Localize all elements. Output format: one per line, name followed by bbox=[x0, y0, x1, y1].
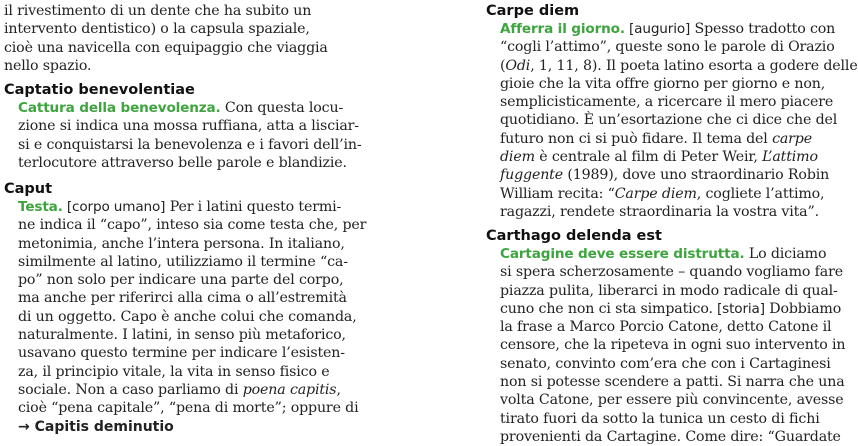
text-line: diem è centrale al film di Peter Weir, L’attimo bbox=[500, 149, 818, 166]
text-line: senato, convinto com’era che con i Cartaginesi bbox=[500, 355, 831, 372]
text-line: volta Catone, per essere più convincente, avesse bbox=[500, 392, 844, 409]
translation: Testa. bbox=[18, 199, 63, 215]
text-line: usavano questo termine per indicare l’esisten- bbox=[18, 345, 345, 362]
text-line: fuggente (1989), dove uno straordinario Robin bbox=[500, 167, 830, 184]
text-line: zione si indica una mossa ruffiana, atta a lisciar- bbox=[18, 118, 359, 135]
text-line: piazza pulita, liberarci in modo radicale di qual- bbox=[500, 282, 838, 299]
text-line: po” non solo per indicare una parte del corpo, bbox=[18, 272, 344, 289]
text-line: (Odi, 1, 11, 8). Il poeta latino esorta a godere delle bbox=[500, 57, 858, 74]
definition-line: Afferra il giorno. [augurio] Spesso tradotto con bbox=[500, 21, 836, 37]
text-line: terlocutore attraverso belle parole e blandizie. bbox=[18, 154, 347, 171]
entry-title: Caput bbox=[4, 181, 53, 197]
text-line: sociale. Non a caso parliamo di poena capitis, bbox=[18, 381, 341, 398]
translation: Cattura della benevolenza. bbox=[18, 100, 221, 116]
entry-caput bbox=[4, 180, 366, 436]
left-column bbox=[0, 0, 367, 438]
text-line: naturalmente. I latini, in senso più metaforico, bbox=[18, 327, 346, 344]
entry-captatio bbox=[4, 81, 362, 172]
category-tag: [corpo umano] bbox=[62, 199, 166, 215]
text-line: non si potesse scendere a patti. Si narra che una bbox=[500, 374, 845, 391]
text-line: censore, che la ripeteva in ogni suo intervento in bbox=[500, 337, 846, 354]
entry-title: Captatio benevolentiae bbox=[4, 82, 195, 98]
entry-carthago bbox=[486, 227, 845, 446]
text-line: quotidiano. È un’esortazione che ci dice che del bbox=[500, 112, 838, 129]
text-line: si e conquistarsi la benevolenza e i favori dell’in- bbox=[18, 136, 362, 153]
text-line: cuno che non ci sta simpatico. [storia] Dobbiamo bbox=[500, 300, 842, 317]
text-line: ma anche per riferirci alla cima o all’estremità bbox=[18, 290, 347, 307]
text-line: si spera scherzosamente – quando vogliamo fare bbox=[500, 264, 843, 281]
entry-title: Carpe diem bbox=[486, 3, 580, 19]
text-line: cioè “pena capitale”, “pena di morte”; oppure di bbox=[18, 400, 359, 417]
text-line: semplicisticamente, a ricercare il mero piacere bbox=[500, 94, 834, 111]
text-line: provenienti da Cartagine. Come dire: “Guardate bbox=[500, 428, 841, 445]
text-line: tirato fuori da sotto la tunica un cesto di fichi bbox=[500, 410, 820, 427]
right-column bbox=[486, 0, 858, 445]
text-line: za, il principio vitale, la vita in senso fisico e bbox=[18, 363, 330, 380]
text-line: similmente al latino, utilizziamo il termine “ca- bbox=[18, 253, 348, 270]
entry-title: Carthago delenda est bbox=[486, 228, 662, 244]
category-tag: [storia] bbox=[712, 300, 765, 317]
definition-line: Testa. [corpo umano] Per i latini questo termi- bbox=[18, 199, 342, 215]
text-line: la frase a Marco Porcio Catone, detto Catone il bbox=[500, 319, 832, 336]
text-line: cioè una navicella con equipaggio che viaggia bbox=[4, 39, 328, 56]
text-line: intervento dentistico) o la capsula spaziale, bbox=[4, 21, 310, 38]
entry-carpe-diem bbox=[486, 2, 858, 221]
translation: Cartagine deve essere distrutta. bbox=[500, 246, 745, 262]
definition-line: Cartagine deve essere distrutta. Lo diciamo bbox=[500, 246, 827, 262]
text-line: di un oggetto. Capo è anche colui che comanda, bbox=[18, 308, 357, 325]
text-line: nello spazio. bbox=[4, 57, 92, 74]
text-line: ragazzi, rendete straordinaria la vostra vita”. bbox=[500, 203, 819, 220]
text-line: “cogli l’attimo”, queste sono le parole di Orazio bbox=[500, 39, 835, 56]
text-line: ne indica il “capo”, inteso sia come testa che, per bbox=[18, 217, 367, 234]
category-tag: [augurio] bbox=[624, 21, 691, 37]
translation: Afferra il giorno. bbox=[500, 21, 625, 37]
text-line: William recita: “Carpe diem, cogliete l’attimo, bbox=[500, 185, 825, 202]
text-line: il rivestimento di un dente che ha subito un bbox=[4, 3, 312, 19]
text-line: futuro non ci si può fidare. Il tema del carpe bbox=[500, 130, 812, 147]
definition-line: Cattura della benevolenza. Con questa locu- bbox=[18, 100, 344, 116]
intro-paragraph bbox=[4, 2, 328, 75]
text-line: metonimia, anche l’intera persona. In italiano, bbox=[18, 235, 345, 252]
text-line: gioie che la vita offre giorno per giorno e non, bbox=[500, 75, 826, 92]
cross-reference-link[interactable]: → Capitis deminutio bbox=[18, 418, 174, 435]
